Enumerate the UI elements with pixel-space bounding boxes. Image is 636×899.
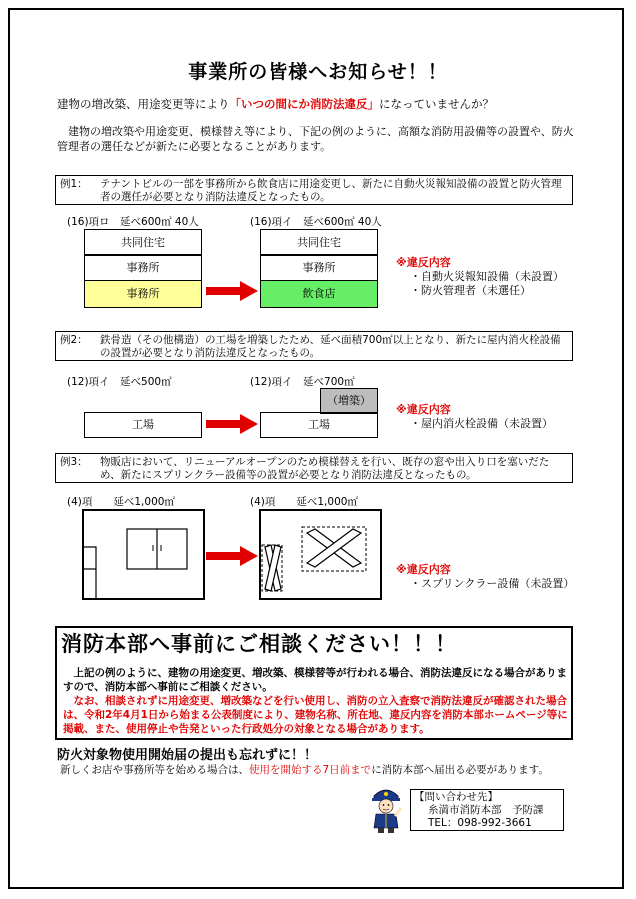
usage-after: に消防本部へ届出る必要があります。 <box>371 764 549 776</box>
usage-title: 防火対象物使用開始届の提出も忘れずに！！ <box>57 748 318 763</box>
ex3-violation-1: ・スプリンクラー設備（未設置） <box>410 577 575 590</box>
usage-highlight: 使用を開始する7日前まで <box>249 764 372 776</box>
ex1-violation-header: ※違反内容 <box>396 256 451 269</box>
intro-paragraph: 建物の増改築や用途変更、模様替え等により、下記の例のように、高額な消防用設備等の設置や、防火管理者の選任などが新たに必要となることがあります。 <box>57 125 574 153</box>
example3-text: 物販店において、リニューアルオープンのため模様替えを行い、既存の窓や出入り口を塞いだため、新たにスプリンクラー設備等の設置が必要となり消防法違反となったもの。 <box>100 456 550 481</box>
example1-label: 例1： <box>60 178 88 190</box>
example2-label: 例2： <box>60 334 88 346</box>
firefighter-mascot-icon <box>368 784 404 834</box>
lead-before: 建物の増改築、用途変更等により <box>57 97 230 111</box>
ex1-arrow-icon <box>206 281 258 301</box>
contact-org: 糸満市消防本部 予防課 <box>428 804 544 816</box>
example2-box <box>55 331 573 361</box>
consult-warning: なお、相談されずに用途変更、増改築などを行い使用し、消防の立入査察で消防法違反が確認された場合は、令和2年4月1日から始まる公表制度により、建物名称、所在地、違反内容を消防本部ホームページ等に掲載、また、使用停止や告発といった行政処分の対象となる場合があります。 <box>63 695 568 735</box>
consult-title: 消防本部へ事前にご相談ください！！！ <box>61 632 457 656</box>
example2-after-caption: (12)項イ 延べ700㎡ <box>250 376 355 388</box>
consult-body: 上記の例のように、建物の用途変更、増改築、模様替等が行われる場合、消防法違反になる場合がありますので、消防本部へ事前にご相談ください。 <box>63 667 567 693</box>
ex2-after-factory: 工場 <box>260 412 378 438</box>
ex3-after-floorplan <box>259 509 383 601</box>
contact-header: 【問い合わせ先】 <box>414 791 498 803</box>
example1-after-caption: (16)項イ 延べ600㎡ 40人 <box>250 216 382 228</box>
ex3-arrow-icon <box>206 546 258 566</box>
ex1-before-floor-3: 事務所 <box>84 280 202 308</box>
consult-box <box>55 626 573 740</box>
page-title: 事業所の皆様へお知らせ！！ <box>188 61 448 83</box>
ex1-violation-2: ・防火管理者（未選任） <box>410 284 531 297</box>
ex3-violation-header: ※違反内容 <box>396 563 451 576</box>
ex1-before-floor-1: 共同住宅 <box>84 229 202 256</box>
ex2-extension: （増築） <box>320 388 378 414</box>
example3-before-caption: (4)項 延べ1,000㎡ <box>67 496 175 508</box>
example1-text: テナントビルの一部を事務所から飲食店に用途変更し、新たに自動火災報知設備の設置と防火管理者の選任が必要となり消防法違反となったもの。 <box>100 178 562 203</box>
ex1-violation-1: ・自動火災報知設備（未設置） <box>410 270 564 283</box>
ex2-arrow-icon <box>206 414 258 434</box>
example1-before-caption: (16)項ロ 延べ600㎡ 40人 <box>67 216 199 228</box>
ex2-violation-1: ・屋内消火栓設備（未設置） <box>410 417 553 430</box>
contact-tel: TEL：098-992-3661 <box>428 817 532 829</box>
contact-box <box>410 789 564 831</box>
ex1-after-floor-1: 共同住宅 <box>260 229 378 256</box>
ex2-violation-header: ※違反内容 <box>396 403 451 416</box>
usage-before: 新しくお店や事務所等を始める場合は、 <box>60 764 249 776</box>
ex3-before-floorplan <box>82 509 206 601</box>
lead-highlight: 「いつの間にか消防法違反」 <box>229 97 379 111</box>
example3-after-caption: (4)項 延べ1,000㎡ <box>250 496 358 508</box>
ex2-before-factory: 工場 <box>84 412 202 438</box>
usage-text <box>60 762 549 777</box>
lead-after: になっていませんか？ <box>379 97 494 111</box>
example3-box <box>55 453 573 483</box>
example3-label: 例3： <box>60 456 88 468</box>
ex1-before-floor-2: 事務所 <box>84 254 202 282</box>
lead-line <box>57 96 494 112</box>
example2-before-caption: (12)項イ 延べ500㎡ <box>67 376 172 388</box>
ex1-after-floor-2: 事務所 <box>260 254 378 282</box>
example2-text: 鉄骨造（その他構造）の工場を増築したため、延べ面積700㎡以上となり、新たに屋内消火栓設備の設置が必要となり消防法違反となったもの。 <box>100 334 561 359</box>
ex1-after-floor-3: 飲食店 <box>260 280 378 308</box>
consult-text <box>63 666 568 736</box>
example1-box <box>55 175 573 205</box>
